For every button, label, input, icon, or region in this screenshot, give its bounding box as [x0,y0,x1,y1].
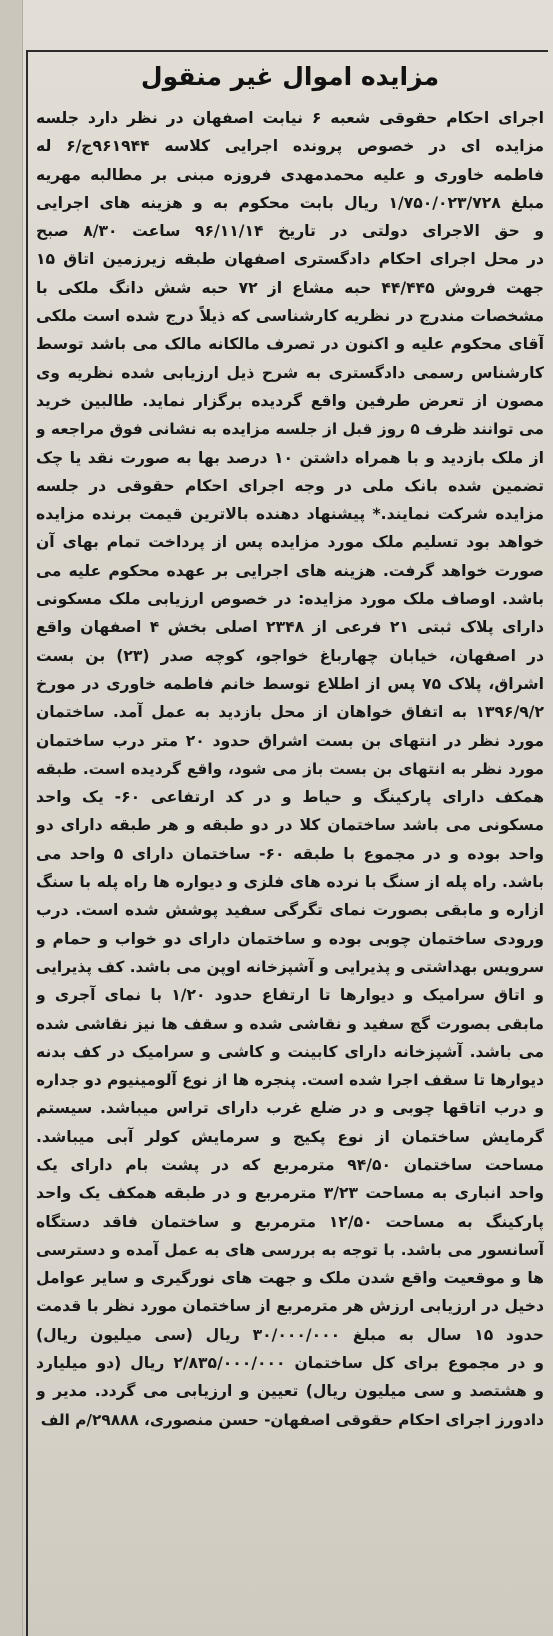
notice-line: صورت خواهد گرفت. هزینه های اجرایی بر عهده محکوم علیه می [36,561,544,580]
notice-line: و در مجموع برای کل ساختمان ۲/۸۳۵/۰۰۰/۰۰۰ ریال (دو میلیارد [36,1354,544,1373]
notice-title: مزایده اموال غیر منقول [140,62,440,91]
notice-line: اشراق، پلاک ۷۵ پس از اطلاع توسط خانم فاطمه خاوری در مورخ [36,674,544,693]
adjacent-column-edge [0,0,23,1636]
notice-line: گرمایش ساختمان از نوع پکیج و سرمایش کولر آبی میباشد. [36,1127,544,1146]
notice-line: مورد نظر به انتهای بن بست باز می شود، واقع گردیده است. طبقه [36,759,544,778]
notice-line: آقای محکوم علیه و اکنون در تصرف مالکانه مالک می باشد توسط [36,335,544,354]
notice-line: ازاره و مابقی بصورت نمای تگرگی سفید پوشش شده است. درب [36,901,544,920]
notice-line: مسکونی می باشد ساختمان کلا در دو طبقه و هر طبقه دارای دو [36,816,544,835]
notice-line: واحد انباری به مساحت ۳/۲۳ مترمربع و در طبقه همکف یک واحد [36,1184,544,1203]
notice-line: و هشتصد و سی میلیون ریال) تعیین و ارزیابی می گردد. مدیر و [36,1382,544,1401]
notice-line: ها و موقعیت واقع شدن ملک و جهت های نورگیری و سایر عوامل [36,1269,544,1288]
notice-line: مزایده ای در خصوص پرونده اجرایی کلاسه ۹۶۱۹۴۴ج/۶ له [36,137,544,156]
notice-line: مساحت ساختمان ۹۴/۵۰ مترمربع که در پشت بام دارای یک [36,1155,544,1174]
notice-line: می توانند ظرف ۵ روز قبل از جلسه مزایده به نشانی فوق مراجعه و [36,420,544,439]
notice-line: باشد. اوصاف ملک مورد مزایده: در خصوص ارزیابی ملک مسکونی [36,590,544,609]
notice-body [36,104,544,1434]
notice-line: حدود ۱۵ سال به مبلغ ۳۰/۰۰۰/۰۰۰ ریال (سی میلیون ریال) [36,1325,544,1344]
notice-line: و حق الاجرای دولتی در تاریخ ۹۶/۱۱/۱۴ ساعت ۸/۳۰ صبح [36,222,544,241]
notice-line: تضمین شده بانک ملی در وجه اجرای احکام حقوقی در جلسه [36,476,544,495]
notice-line: در اصفهان، خیابان چهارباغ خواجو، کوچه صدر (۲۳) بن بست [36,646,544,665]
notice-line: مبلغ ۱/۷۵۰/۰۲۳/۷۲۸ ریال بابت محکوم به و هزینه های اجرایی [36,193,544,212]
notice-line: واحد بوده و در مجموع با طبقه ۶۰- ساختمان دارای ۵ واحد می [36,844,544,863]
notice-line: پارکینگ به مساحت ۱۲/۵۰ مترمربع و ساختمان فاقد دستگاه [36,1212,544,1231]
notice-line: می باشد. آشپزخانه دارای کابینت و کاشی و سرامیک در کف بدنه [36,1042,544,1061]
notice-line: اجرای احکام حقوقی شعبه ۶ نیابت اصفهان در نظر دارد جلسه [36,109,544,127]
notice-line: ورودی ساختمان چوبی بوده و ساختمان دارای دو خواب و حمام و [36,929,544,948]
notice-line: دیوارها تا سقف اجرا شده است. پنجره ها از نوع آلومینیوم دو جداره [36,1071,544,1090]
notice-line: از ملک بازدید و با همراه داشتن ۱۰ درصد بها به صورت نقد یا چک [36,448,544,467]
notice-line: مشخصات مندرج در نظریه کارشناسی که ذیلاً درج شده است ملکی [36,307,544,326]
notice-line: مورد نظر در انتهای بن بست اشراق حدود ۲۰ متر درب ساختمان [36,731,544,750]
notice-line: دادورز اجرای احکام حقوقی اصفهان- حسن منصوری، ۲۹۸۸۸/م الف [40,1410,544,1429]
notice-line: ۱۳۹۶/۹/۲ به اتفاق خواهان از محل بازدید به عمل آمد. ساختمان [36,703,544,722]
notice-line: و درب اتاقها چوبی و در ضلع غرب دارای تراس میباشد. سیستم [36,1099,544,1118]
notice-line: مزایده شرکت نمایند.* پیشنهاد دهنده بالاترین قیمت برنده مزایده [36,505,544,524]
notice-line: مصون از تعرض طرفین واقع گردیده برگزار نماید. طالبین خرید [36,391,544,410]
notice-line: جهت فروش ۴۴/۴۴۵ حبه مشاع از ۷۲ حبه شش دانگ ملکی با [36,278,544,297]
notice-line: در محل اجرای احکام دادگستری اصفهان طبقه زیرزمین اتاق ۱۵ [36,250,544,269]
notice-line: آسانسور می باشد. با توجه به بررسی های به عمل آمده و دسترسی [36,1240,544,1259]
notice-line: دخیل در ارزیابی ارزش هر مترمربع از ساختمان مورد نظر با قدمت [36,1297,544,1316]
notice-line: همکف دارای پارکینگ و حیاط و در کد ارتفاعی ۶۰- یک واحد [36,788,544,807]
notice-line: خواهد بود تسلیم ملک مورد مزایده پس از پرداخت تمام بهای آن [36,533,544,552]
notice-line: کارشناس رسمی دادگستری به شرح ذیل ارزیابی شده نظریه وی [36,363,544,382]
notice-line: فاطمه خاوری و علیه محمدمهدی فروزه مبنی بر مطالبه مهریه [36,165,544,184]
notice-line: دارای پلاک ثبتی ۲۱ فرعی از ۲۳۴۸ اصلی بخش ۴ اصفهان واقع [36,618,544,637]
notice-line: باشد. راه پله از سنگ با نرده های فلزی و دیواره ها راه پله با سنگ [36,873,544,892]
notice-line: سرویس بهداشتی و پذیرایی و آشپزخانه اوپن می باشد. کف پذیرایی [36,957,544,976]
notice-line: و اتاق سرامیک و دیوارها تا ارتفاع حدود ۱/۲۰ با نمای آجری و [36,986,544,1005]
notice-line: مابقی بصورت گچ سفید و نقاشی شده و سقف ها نیز نقاشی شده [36,1014,544,1033]
